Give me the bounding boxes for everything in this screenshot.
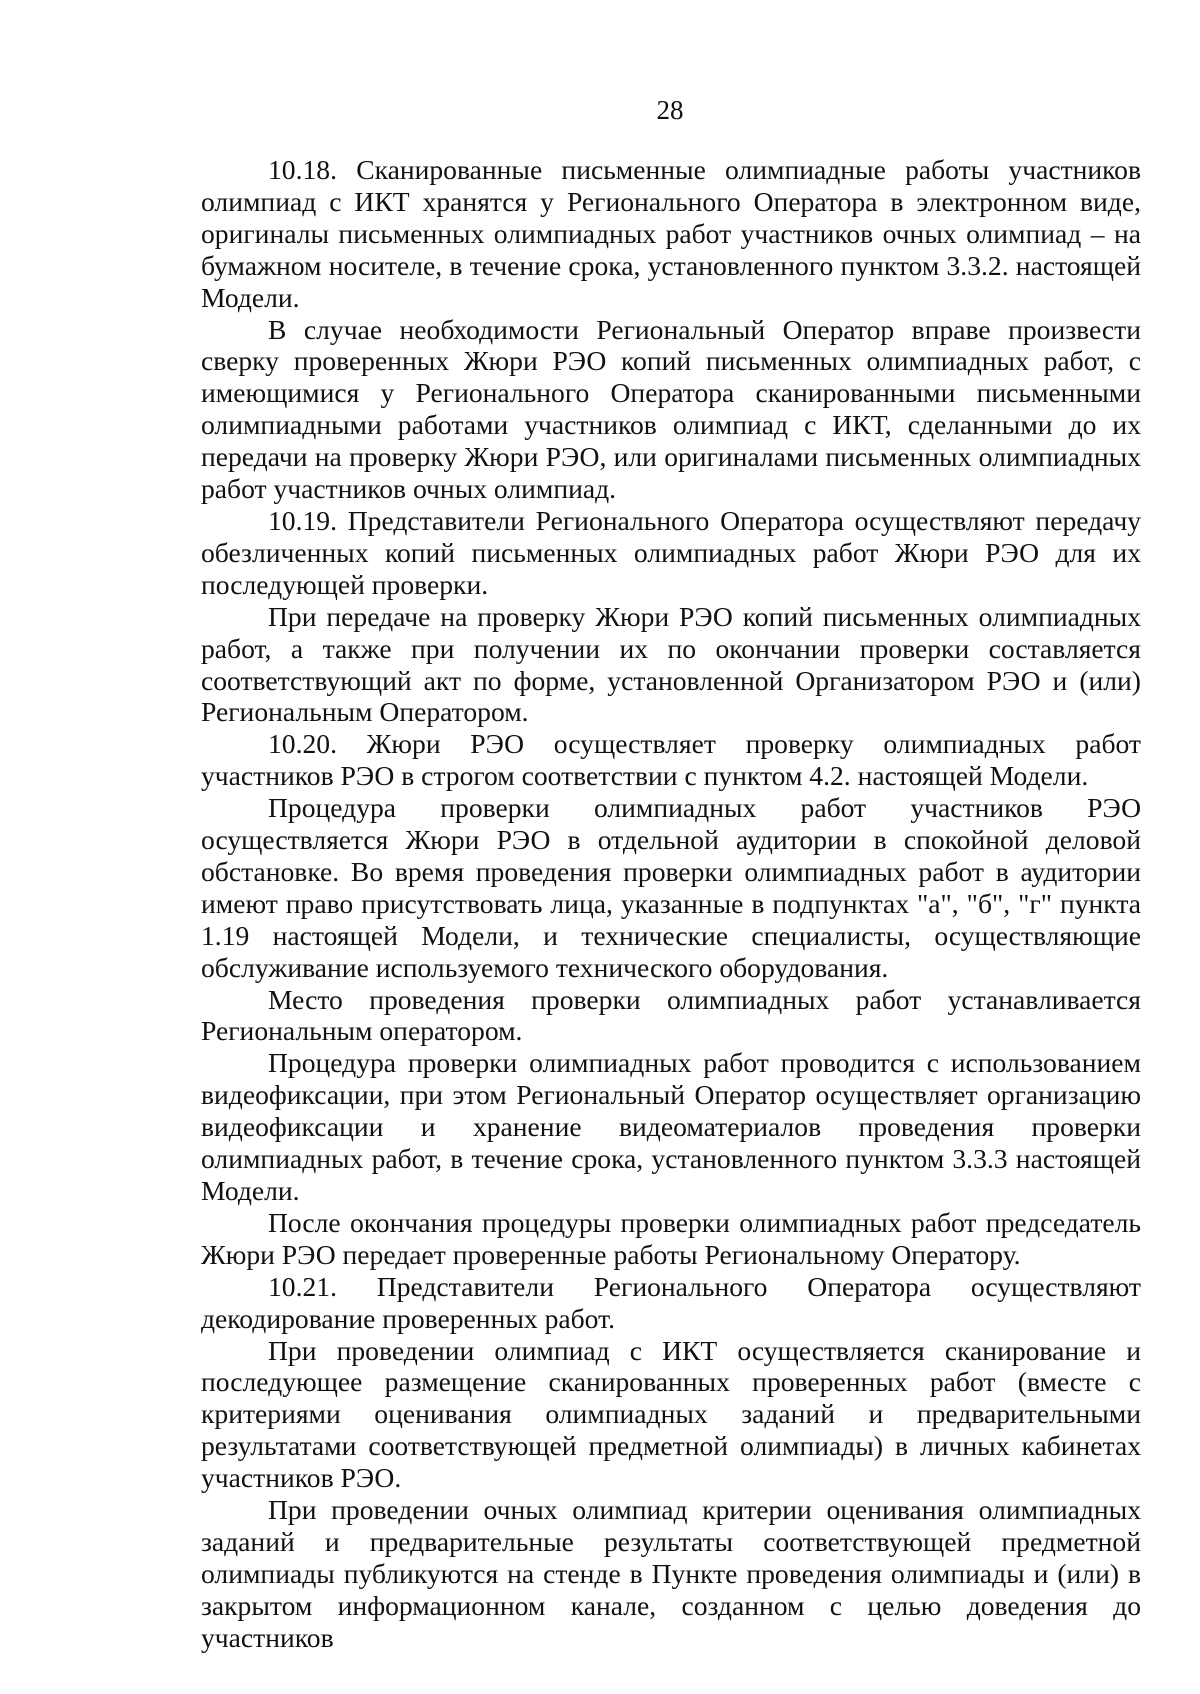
- page-number: 28: [656, 95, 684, 125]
- paragraph-video-recording: Процедура проверки олимпиадных работ проводится с использованием видеофиксации, при этом Региональный Оператор осуществляет организацию видеофиксации и хранение видеоматериалов проведения проверки олимпиадных работ, в течение срока, установленного пунктом 3.3.3 настоящей Модели.: [201, 1047, 1141, 1206]
- paragraph-check-procedure: Процедура проверки олимпиадных работ участников РЭО осуществляется Жюри РЭО в отдельной аудитории в спокойной деловой обстановке. Во время проведения проверки олимпиадных работ в аудитории имеют право присутствовать лица, указанные в подпунктах "а", "б", "г" пункта 1.19 настоящей Модели, и технические специалисты, осуществляющие обслуживание используемого технического оборудования.: [201, 792, 1141, 983]
- paragraph-10-19: 10.19. Представители Регионального Оператора осуществляют передачу обезличенных копий письменных олимпиадных работ Жюри РЭО для их последующей проверки.: [201, 504, 1141, 600]
- paragraph-in-person-results: При проведении очных олимпиад критерии оценивания олимпиадных заданий и предварительные результаты соответствующей предметной олимпиады публикуются на стенде в Пункте проведения олимпиады и (или) в закрытом информационном канале, созданном с целью доведения до участников: [201, 1494, 1141, 1653]
- paragraph-after-check: После окончания процедуры проверки олимпиадных работ председатель Жюри РЭО передает проверенные работы Региональному Оператору.: [201, 1206, 1141, 1270]
- paragraph-ikt-scanning: При проведении олимпиад с ИКТ осуществляется сканирование и последующее размещение сканированных проверенных работ (вместе с критериями оценивания олимпиадных заданий и предварительными результатами соответствующей предметной олимпиады) в личных кабинетах участников РЭО.: [201, 1334, 1141, 1494]
- paragraph-10-20: 10.20. Жюри РЭО осуществляет проверку олимпиадных работ участников РЭО в строгом соответствии с пунктом 4.2. настоящей Модели.: [201, 728, 1141, 792]
- paragraph-10-18: 10.18. Сканированные письменные олимпиадные работы участников олимпиад с ИКТ хранятся у Регионального Оператора в электронном виде, оригиналы письменных олимпиадных работ участников очных олимпиад – на бумажном носителе, в течение срока, установленного пунктом 3.3.2. настоящей Модели.: [201, 154, 1141, 313]
- paragraph-transfer-act: При передаче на проверку Жюри РЭО копий письменных олимпиадных работ, а также при получении их по окончании проверки составляется соответствующий акт по форме, установленной Организатором РЭО и (или) Региональным Оператором.: [201, 600, 1141, 728]
- document-body: [201, 154, 1141, 1654]
- paragraph-check-location: Место проведения проверки олимпиадных работ устанавливается Региональным оператором.: [201, 983, 1141, 1047]
- paragraph-10-21: 10.21. Представители Регионального Оператора осуществляют декодирование проверенных работ.: [201, 1270, 1141, 1334]
- paragraph-reconciliation: В случае необходимости Региональный Оператор вправе произвести сверку проверенных Жюри РЭО копий письменных олимпиадных работ, с имеющимися у Регионального Оператора сканированными письменными олимпиадными работами участников олимпиад с ИКТ, сделанными до их передачи на проверку Жюри РЭО, или оригиналами письменных олимпиадных работ участников очных олимпиад.: [201, 313, 1141, 505]
